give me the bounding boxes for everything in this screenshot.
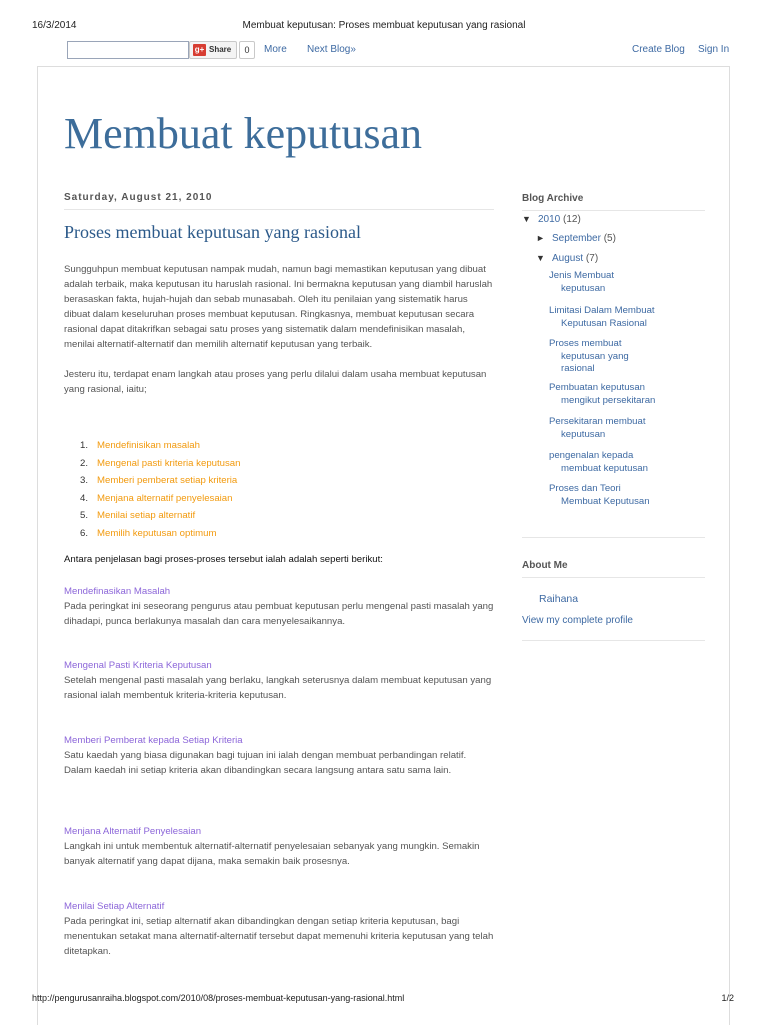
section-title: Menilai Setiap Alternatif — [64, 901, 165, 912]
next-blog-link[interactable]: Next Blog» — [307, 44, 356, 55]
expand-arrow-icon[interactable]: ► — [536, 233, 545, 243]
archive-month-august[interactable]: ▼ August (7) — [536, 253, 599, 264]
sidebar-divider — [522, 640, 705, 641]
step-link[interactable]: Mendefinisikan masalah — [97, 440, 200, 451]
post-paragraph: Jesteru itu, terdapat enam langkah atau proses yang perlu dilalui dalam usaha membuat keputusan yang rasional, iaitu; — [64, 369, 487, 395]
archive-post-link[interactable]: Pembuatan keputusan mengikut persekitaran — [549, 382, 656, 406]
post-section — [64, 824, 496, 869]
archive-post-link[interactable]: Proses membuat keputusan yang rasional — [549, 338, 629, 374]
step-link[interactable]: Menilai setiap alternatif — [97, 510, 196, 521]
archive-post-link[interactable]: Persekitaran membuat keputusan — [549, 416, 646, 440]
date-divider — [64, 209, 494, 210]
more-link[interactable]: More — [264, 44, 287, 55]
blog-title[interactable]: Membuat keputusan — [64, 109, 423, 158]
list-item: 1. Mendefinisikan masalah — [80, 440, 200, 451]
post-section — [64, 584, 496, 629]
post-title[interactable]: Proses membuat keputusan yang rasional — [64, 222, 361, 242]
step-link[interactable]: Memilih keputusan optimum — [97, 527, 217, 539]
step-link[interactable]: Memberi pemberat setiap kriteria — [97, 475, 238, 486]
search-input[interactable] — [67, 41, 189, 59]
section-title: Mengenal Pasti Kriteria Keputusan — [64, 660, 212, 671]
post-section — [64, 733, 496, 778]
section-text: Langkah ini untuk membentuk alternatif-alternatif penyelesaian sebanyak yang mungkin. Semakin banyak alternatif yang dapat dijana, maka semakin baik prosesnya. — [64, 841, 480, 867]
print-title: Membuat keputusan: Proses membuat keputusan yang rasional — [242, 20, 526, 31]
share-label: Share — [209, 45, 232, 54]
print-url: http://pengurusanraiha.blogspot.com/2010/08/proses-membuat-keputusan-yang-rasional.html — [32, 993, 405, 1003]
print-header — [0, 0, 768, 40]
section-title: Menjana Alternatif Penyelesaian — [64, 826, 202, 837]
print-date: 16/3/2014 — [32, 20, 77, 31]
list-item: 2. Mengenal pasti kriteria keputusan — [80, 457, 241, 469]
archive-year[interactable]: ▼ 2010 (12) — [522, 214, 581, 225]
step-link[interactable]: Mengenal pasti kriteria keputusan — [97, 457, 241, 469]
list-item: 6. Memilih keputusan optimum — [80, 527, 217, 539]
list-item: 5. Menilai setiap alternatif — [80, 510, 196, 521]
post-section — [64, 899, 496, 959]
steps-list — [80, 437, 240, 542]
section-title: Memberi Pemberat kepada Setiap Kriteria — [64, 735, 243, 746]
post-date: Saturday, August 21, 2010 — [64, 192, 213, 203]
step-link[interactable]: Menjana alternatif penyelesaian — [97, 492, 233, 504]
section-title: Mendefinasikan Masalah — [64, 586, 171, 597]
list-item: 4. Menjana alternatif penyelesaian — [80, 492, 233, 504]
section-text: Satu kaedah yang biasa digunakan bagi tujuan ini ialah dengan membuat perbandingan relatif. Dalam kaedah ini setiap kriteria akan dibandingkan secara langsung antara satu sama lain. — [64, 750, 467, 776]
print-page-number: 1/2 — [721, 993, 734, 1003]
profile-name-link[interactable]: Raihana — [539, 593, 579, 605]
gplus-icon: g+ — [194, 45, 205, 54]
about-heading: About Me — [522, 560, 568, 571]
archive-post-link[interactable]: Limitasi Dalam Membuat Keputusan Rasional — [549, 305, 655, 329]
archive-month-september[interactable]: ► September (5) — [536, 233, 616, 244]
blogger-navbar — [0, 38, 768, 62]
post-body — [64, 262, 496, 397]
sidebar-divider — [522, 537, 705, 538]
list-item: 3. Memberi pemberat setiap kriteria — [80, 475, 238, 486]
share-button[interactable] — [189, 41, 237, 59]
post-paragraph: Sungguhpun membuat keputusan nampak mudah, namun bagi memastikan keputusan yang dibuat adalah terbaik, maka keputusan itu haruslah rasional. Ini bermakna keputusan yang diambil haruslah berasaskan fakta, hujah-hujah dan sebab munasabah. Oleh itu penilaian yang sistematik harus dibuat dalam keseluruhan proses membuat keputusan. Ringkasnya, membuat keputusan secara rasional dapat ditakrifkan sebagai satu proses yang sistematik dalam mendefinisikan masalah, menilai alternatif-alternatif dan memilih alternatif keputusan yang terbaik. — [64, 264, 493, 350]
section-intro: Antara penjelasan bagi proses-proses tersebut ialah adalah seperti berikut: — [64, 554, 383, 565]
create-blog-link[interactable]: Create Blog — [632, 44, 685, 55]
collapse-arrow-icon[interactable]: ▼ — [536, 253, 545, 263]
sidebar-divider — [522, 210, 705, 211]
archive-post-link[interactable]: Proses dan Teori Membuat Keputusan — [549, 483, 650, 507]
section-text: Pada peringkat ini, setiap alternatif akan dibandingkan dengan setiap kriteria keputusan, bagi menentukan setakat mana alternatif-alternatif tersebut dapat memenuhi kriteria keputusan yang telah ditetapkan. — [64, 916, 494, 957]
share-count: 0 — [239, 41, 255, 59]
view-profile-link[interactable]: View my complete profile — [522, 615, 633, 626]
archive-post-link[interactable]: Jenis Membuat keputusan — [549, 270, 615, 294]
post-section — [64, 658, 496, 703]
sidebar-divider — [522, 577, 705, 578]
archive-heading: Blog Archive — [522, 193, 584, 204]
collapse-arrow-icon[interactable]: ▼ — [522, 214, 531, 224]
section-text: Setelah mengenal pasti masalah yang berlaku, langkah seterusnya dalam membuat keputusan yang rasional ialah membentuk kriteria-kriteria keputusan. — [64, 675, 492, 701]
section-text: Pada peringkat ini seseorang pengurus atau pembuat keputusan perlu mengenal pasti masalah yang dihadapi, punca berlakunya masalah dan cara menyelesaikannya. — [64, 601, 494, 627]
archive-post-link[interactable]: pengenalan kepada membuat keputusan — [549, 450, 648, 474]
sign-in-link[interactable]: Sign In — [698, 44, 730, 55]
